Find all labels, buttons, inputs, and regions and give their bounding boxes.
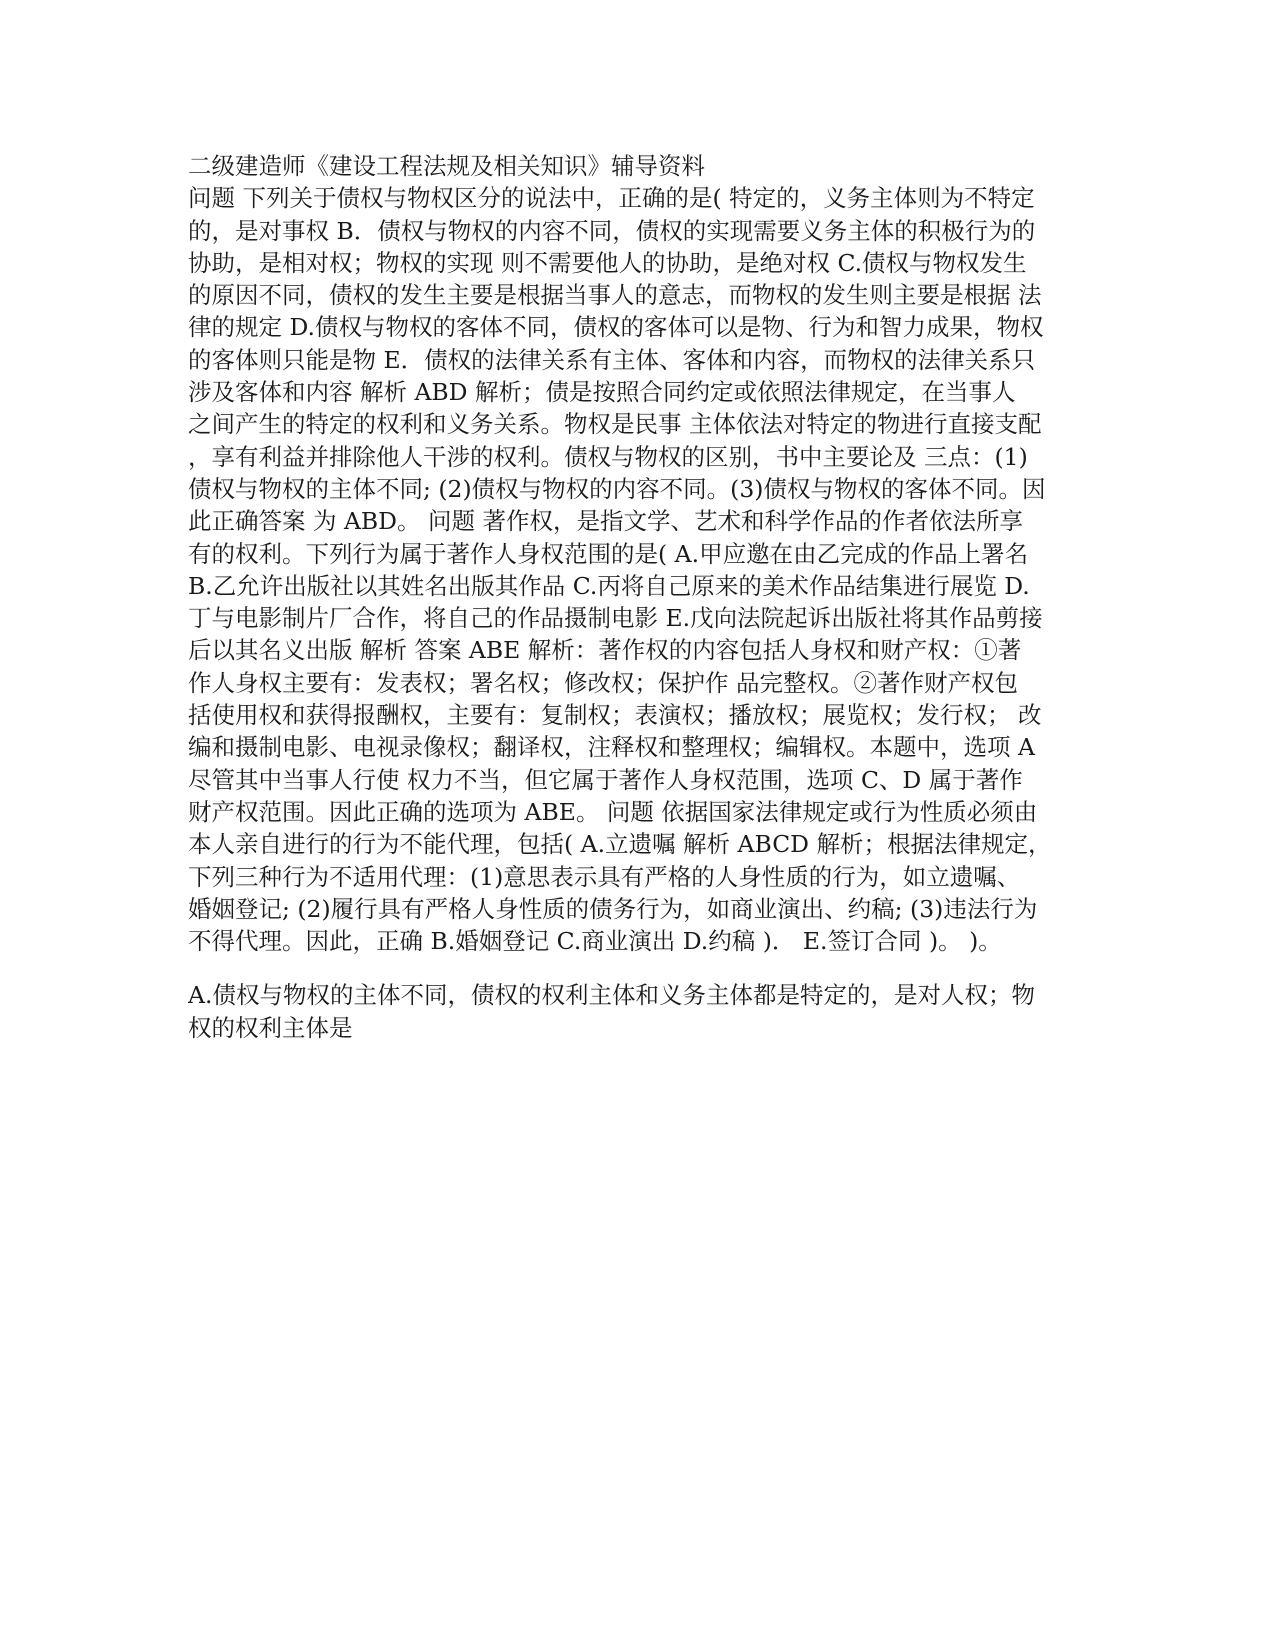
body-line: 婚姻登记; (2)履行具有严格人身性质的债务行为，如商业演出、约稿; (3)违法行为 bbox=[188, 894, 1038, 923]
body-line: 下列三种行为不适用代理：(1)意思表示具有严格的人身性质的行为，如立遗嘱、 bbox=[188, 862, 1021, 891]
body-line: 此正确答案 为 ABD。 问题 著作权，是指文学、艺术和科学作品的作者依法所享 bbox=[188, 507, 1023, 536]
document-title: 二级建造师《建设工程法规及相关知识》辅导资料 bbox=[188, 152, 705, 180]
body-line: 本人亲自进行的行为不能代理，包括( A.立遗嘱 解析 ABCD 解析；根据法律规定， bbox=[188, 830, 1052, 859]
body-line: 有的权利。下列行为属于著作人身权范围的是( A.甲应邀在由乙完成的作品上署名 bbox=[188, 539, 1029, 568]
body-line: 括使用权和获得报酬权，主要有：复制权；表演权；播放权；展览权；发行权； 改 bbox=[188, 701, 1042, 730]
body-line: B.乙允许出版社以其姓名出版其作品 C.丙将自己原来的美术作品结集进行展览 D. bbox=[188, 571, 1030, 600]
body-line: 涉及客体和内容 解析 ABD 解析；债是按照合同约定或依照法律规定，在当事人 bbox=[188, 378, 1016, 407]
body-line: 的客体则只能是物 E．债权的法律关系有主体、客体和内容，而物权的法律关系只 bbox=[188, 345, 1036, 374]
body-line: 律的规定 D.债权与物权的客体不同，债权的客体可以是物、行为和智力成果，物权 bbox=[188, 313, 1044, 342]
body-line: 尽管其中当事人行使 权力不当，但它属于著作人身权范围，选项 C、D 属于著作 bbox=[188, 765, 1023, 794]
footer-line: 权的权利主体是 bbox=[188, 1013, 353, 1042]
body-line: 财产权范围。因此正确的选项为 ABE。 问题 依据国家法律规定或行为性质必须由 bbox=[188, 797, 1038, 826]
body-line: 不得代理。因此，正确 B.婚姻登记 C.商业演出 D.约稿 )． E.签订合同 )。 )。 bbox=[188, 927, 1002, 956]
body-line: 的原因不同，债权的发生主要是根据当事人的意志，而物权的发生则主要是根据 法 bbox=[188, 281, 1042, 310]
body-line: 后以其名义出版 解析 答案 ABE 解析：著作权的内容包括人身权和财产权：①著 bbox=[188, 636, 1022, 665]
body-line: 债权与物权的主体不同; (2)债权与物权的内容不同。(3)债权与物权的客体不同。因 bbox=[188, 474, 1046, 503]
body-line: 编和摄制电影、电视录像权；翻译权，注释权和整理权；编辑权。本题中，选项 A bbox=[188, 733, 1035, 762]
body-line: 的，是对事权 B．债权与物权的内容不同，债权的实现需要义务主体的积极行为的 bbox=[188, 216, 1036, 245]
body-line: 问题 下列关于债权与物权区分的说法中，正确的是( 特定的，义务主体则为不特定 bbox=[188, 184, 1035, 213]
footer-line: A.债权与物权的主体不同，债权的权利主体和义务主体都是特定的，是对人权；物 bbox=[188, 981, 1035, 1010]
document-content bbox=[188, 150, 1088, 1044]
body-line: 之间产生的特定的权利和义务关系。物权是民事 主体依法对特定的物进行直接支配 bbox=[188, 410, 1042, 439]
body-line: 丁与电影制片厂合作，将自己的作品摄制电影 E.戊向法院起诉出版社将其作品剪接 bbox=[188, 604, 1043, 633]
body-line: 作人身权主要有：发表权；署名权；修改权；保护作 品完整权。②著作财产权包 bbox=[188, 668, 1018, 697]
body-line: 协助，是相对权；物权的实现 则不需要他人的协助，是绝对权 C.债权与物权发生 bbox=[188, 248, 1027, 277]
paragraph-gap bbox=[188, 957, 1088, 979]
body-line: ，享有利益并排除他人干涉的权利。债权与物权的区别，书中主要论及 三点：(1) bbox=[188, 442, 1028, 471]
